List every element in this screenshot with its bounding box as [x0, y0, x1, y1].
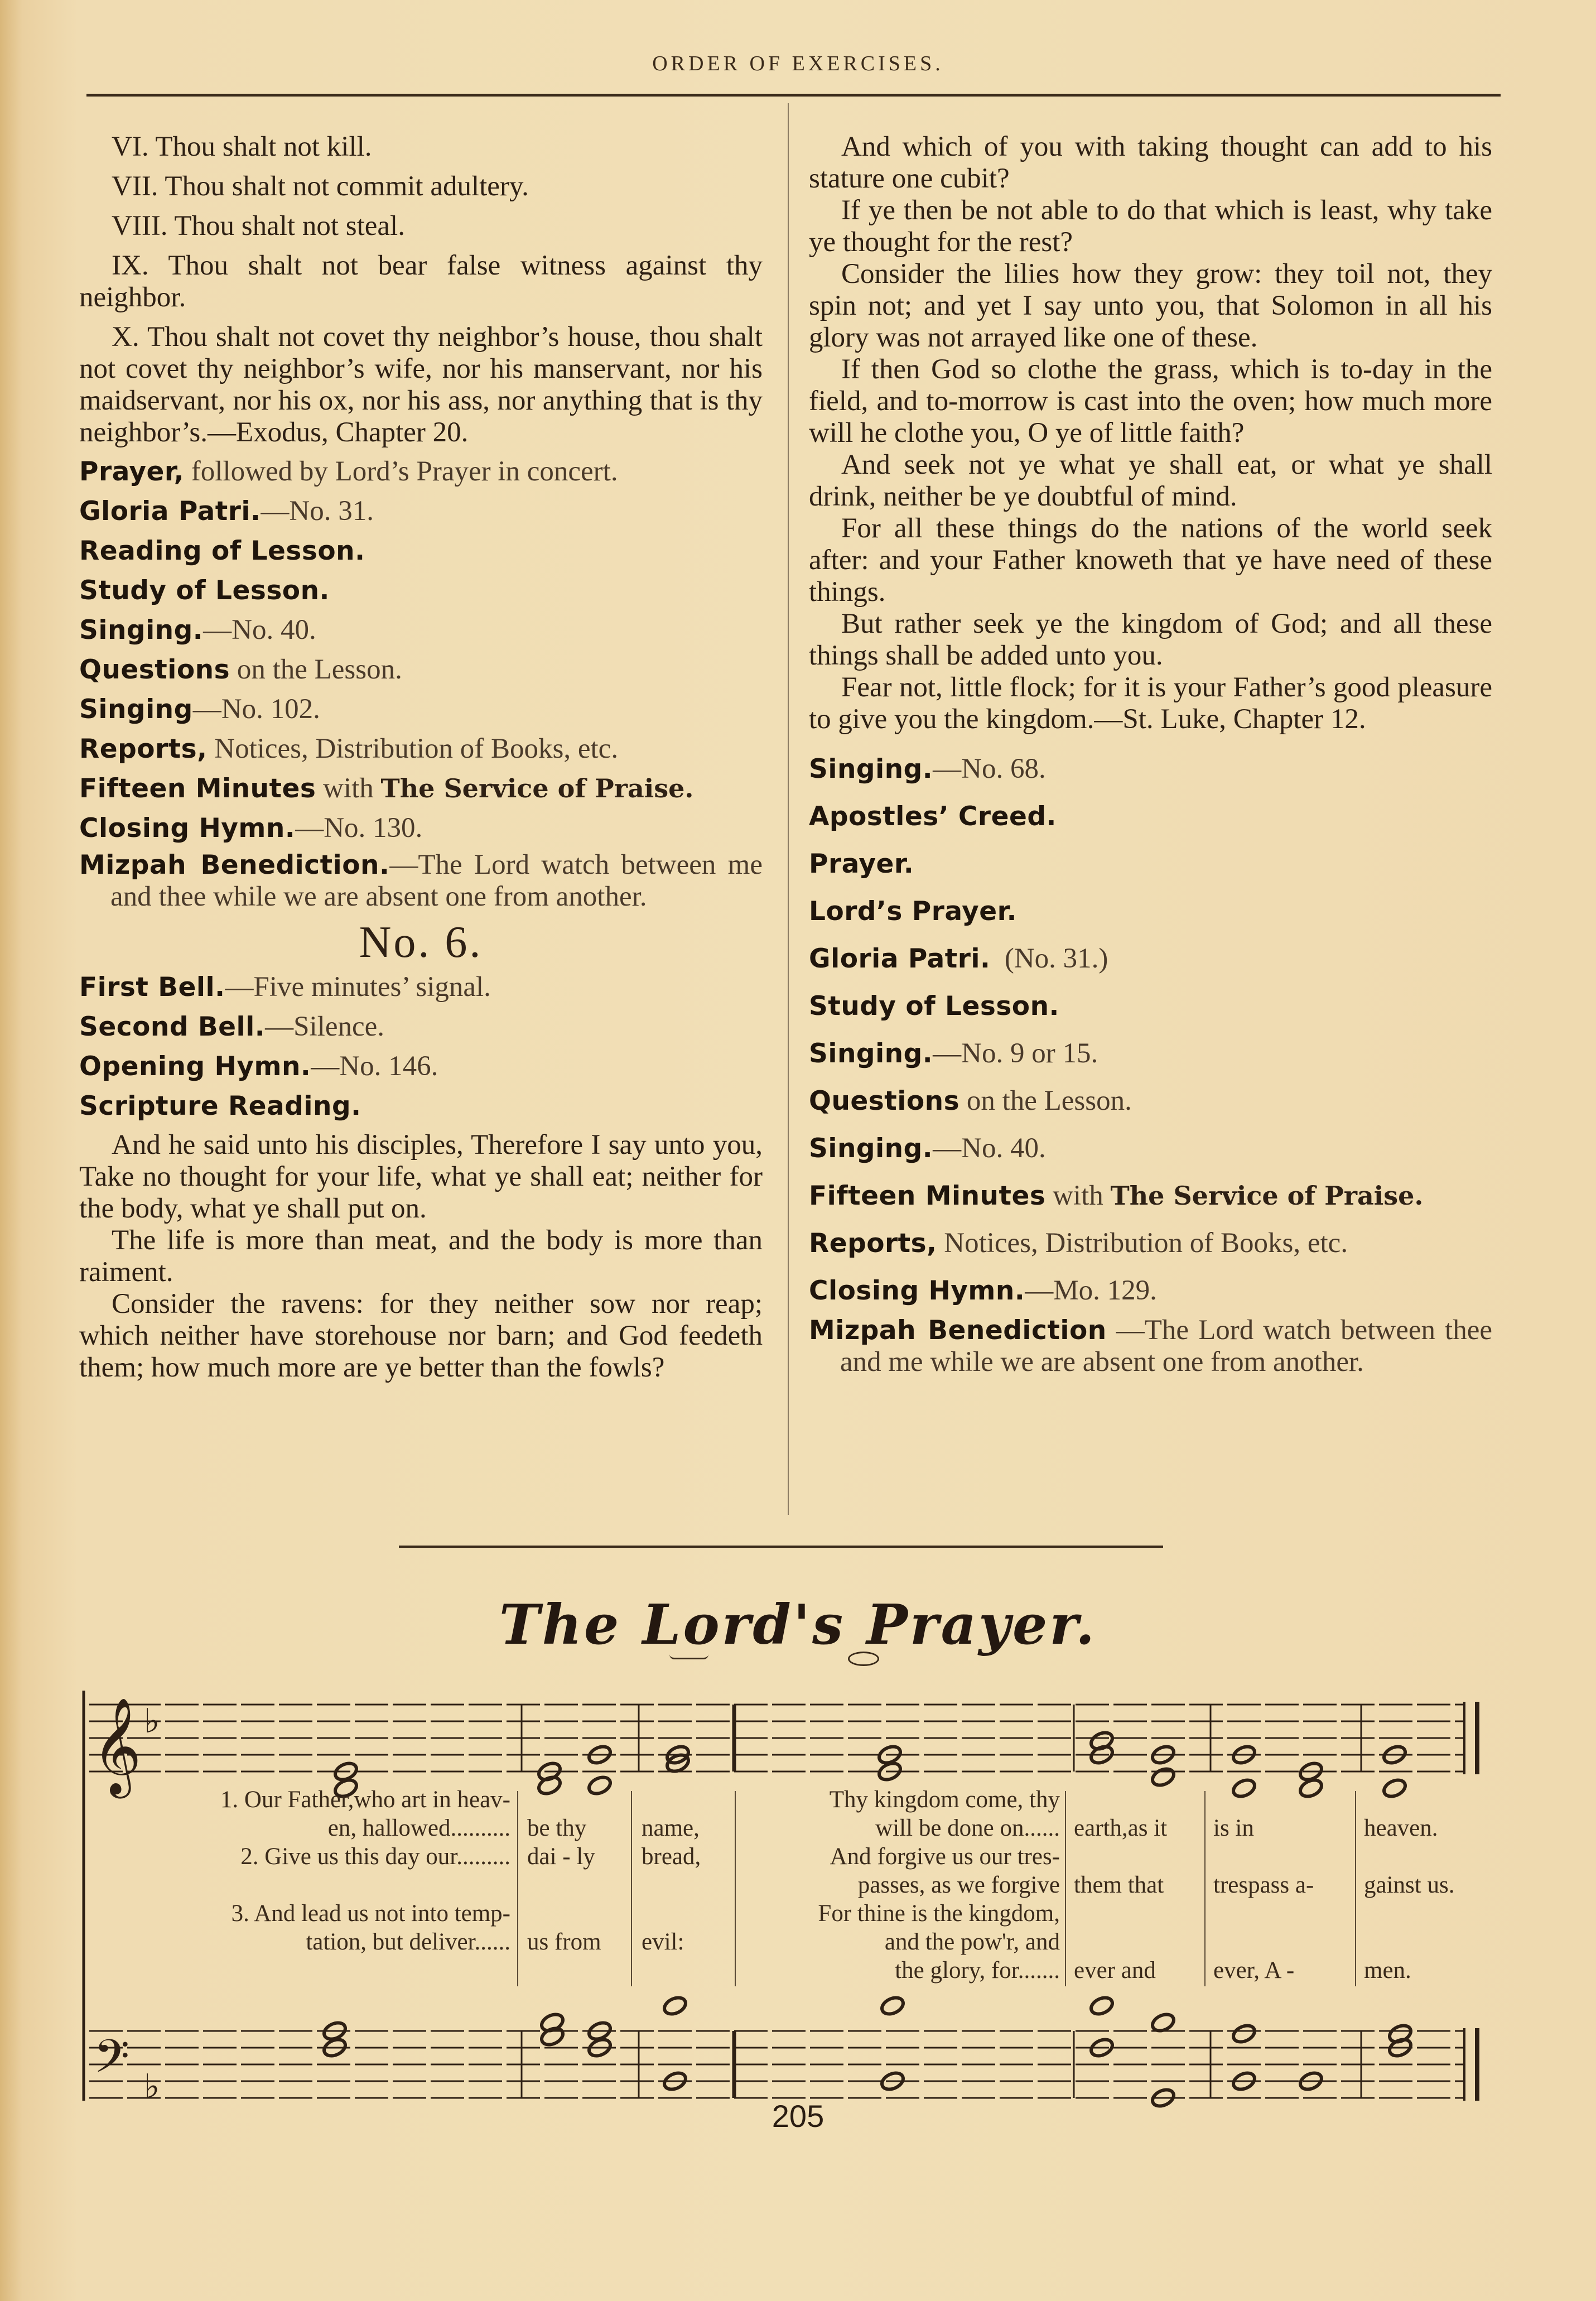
note-head [879, 1995, 905, 2017]
order-item-label: Second Bell. [79, 1012, 266, 1042]
lyric-line [642, 1785, 734, 1814]
order-item-label: Reports, [809, 1228, 937, 1259]
order-item-label: Singing. [809, 1133, 933, 1164]
order-item-label: Scripture Reading. [79, 1091, 361, 1121]
lyrics-col-6 [1213, 1785, 1353, 1985]
lyric-line: be thy [527, 1815, 587, 1841]
order-item-label: First Bell. [79, 972, 225, 1003]
page-number: 205 [772, 2098, 824, 2134]
lyric-line: them that [1074, 1872, 1164, 1898]
lyric-line [527, 1899, 628, 1928]
scripture-paragraph: Consider the lilies how they grow: they toil not, they spin not; and yet I say unto you, that Solomon in all his glory was not arrayed like one of these. [809, 258, 1492, 353]
scripture-paragraph: If then God so clothe the grass, which is to-day in the field, and to-morrow is cast into the oven; how much more will he clothe you, O ye of little faith? [809, 354, 1492, 449]
order-item-text: (No. 31.) [990, 943, 1108, 974]
lyric-line: earth,as it [1074, 1815, 1168, 1841]
lyric-line: For thine is the kingdom, [818, 1900, 1060, 1927]
scripture-paragraph: If ye then be not able to do that which is least, why take ye thought for the rest? [809, 195, 1492, 258]
treble-staff [89, 1705, 1464, 1772]
commandment-10: X. Thou shalt not covet thy neighbor’s house, thou shalt not covet thy neighbor’s wife, nor his manservant, nor his maidservant, nor his ox, nor his ass, nor anything that is thy neighbor’s.—Exodus, Chapter 20. [79, 321, 763, 448]
order-item-label: Gloria Patri. [809, 943, 991, 974]
order-item-text: —No. 40. [203, 614, 316, 646]
order-item-label: Fifteen Minutes [79, 773, 316, 804]
order-item-text: —No. 31. [261, 495, 374, 527]
order-item-label: Singing. [79, 615, 204, 646]
order-item-label: Reading of Lesson. [79, 536, 365, 566]
benediction-text: —The Lord watch between me and thee while we are absent one from another. [110, 849, 763, 912]
order-item-text: —No. 9 or 15. [933, 1038, 1098, 1069]
bass-staff [89, 2031, 1464, 2098]
book-title: The Service of Praise. [1110, 1181, 1424, 1211]
order-item-label: Singing [79, 694, 193, 725]
lyric-line [112, 1871, 510, 1899]
lyric-line [642, 1899, 734, 1928]
lyric-line [1213, 1842, 1353, 1871]
order-item-text: Notices, Distribution of Books, etc. [937, 1227, 1348, 1259]
scripture-paragraph: But rather seek ye the kingdom of God; and all these things shall be added unto you. [809, 608, 1492, 671]
lyric-line: 2. Give us this day our......... [240, 1843, 510, 1870]
lyric-line: ever and [1074, 1957, 1156, 1984]
lyric-line: 3. And lead us not into temp- [231, 1900, 510, 1927]
benediction-label: Mizpah Benediction. [79, 850, 390, 880]
lyrics-col-4 [739, 1785, 1060, 1985]
commandment-8: VIII. Thou shalt not steal. [112, 210, 405, 242]
lyric-line: 1. Our Father,who art in heav- [220, 1787, 510, 1813]
order-item-label: Study of Lesson. [79, 575, 330, 606]
lyrics-col-3 [642, 1785, 734, 1956]
lyric-line: tation, but deliver...... [306, 1929, 510, 1955]
order-item-text: on the Lesson. [230, 654, 402, 685]
benediction-label: Mizpah Benediction [809, 1315, 1107, 1346]
order-item-label: Questions [79, 654, 230, 685]
lyric-line: bread, [642, 1843, 701, 1870]
order-item-label: Apostles’ Creed. [809, 801, 1057, 832]
benediction-text: —The Lord watch between thee and me while we are absent one from another. [840, 1315, 1492, 1378]
lyric-line [1364, 1928, 1476, 1956]
order-item-text: —No. 130. [295, 812, 423, 844]
flat-sign-icon: ♭ [144, 1702, 160, 1741]
order-item-text: —Five minutes’ signal. [225, 971, 491, 1003]
order-item-label: Lord’s Prayer. [809, 896, 1017, 927]
section-heading: No. 6. [359, 918, 483, 967]
order-item-label: Singing. [809, 1038, 933, 1069]
lyric-line: And forgive us our tres- [830, 1843, 1060, 1870]
commandment-7: VII. Thou shalt not commit adultery. [112, 171, 529, 202]
order-item-label: Prayer. [809, 849, 914, 879]
lyric-line: Thy kingdom come, thy [829, 1787, 1060, 1813]
lyric-line [1364, 1785, 1476, 1814]
lyric-line [1074, 1899, 1202, 1928]
order-item-text: —No. 40. [933, 1133, 1046, 1164]
order-item-text: —No. 146. [311, 1051, 438, 1082]
order-item-label: Gloria Patri. [79, 496, 261, 527]
lyric-line: heaven. [1364, 1815, 1438, 1841]
lyrics-col-1 [112, 1785, 510, 1956]
order-item-text: —Silence. [265, 1011, 384, 1042]
book-title: The Service of Praise. [380, 773, 694, 803]
order-item-text: Notices, Distribution of Books, etc. [207, 733, 619, 764]
lyric-line [1074, 1842, 1202, 1871]
lyrics-col-2 [527, 1785, 628, 1956]
lyric-line [1213, 1899, 1353, 1928]
order-item-label: Closing Hymn. [809, 1275, 1025, 1306]
order-item-label: Prayer, [79, 456, 185, 487]
scripture-paragraph: And which of you with taking thought can add to his stature one cubit? [809, 131, 1492, 194]
scripture-paragraph: And seek not ye what ye shall eat, or what ye shall drink, neither be ye doubtful of mind. [809, 449, 1492, 512]
commandment-6: VI. Thou shalt not kill. [112, 131, 372, 162]
order-item-text: on the Lesson. [959, 1085, 1132, 1116]
order-item-text: —No. 102. [192, 694, 320, 725]
lyric-line: passes, as we forgive [857, 1872, 1060, 1898]
lyric-line: evil: [642, 1929, 684, 1955]
order-item-text: —No. 68. [933, 753, 1046, 784]
commandment-9: IX. Thou shalt not bear false witness against thy neighbor. [79, 250, 763, 313]
order-item-text: —Mo. 129. [1025, 1275, 1157, 1306]
lyric-line [642, 1871, 734, 1899]
lyric-line [1213, 1928, 1353, 1956]
lyric-line: trespass a- [1213, 1872, 1314, 1898]
treble-clef-icon: 𝄞 [92, 1697, 142, 1794]
bass-clef-icon: 𝄢 [94, 2029, 130, 2095]
music-title: The Lord's Prayer. [499, 1593, 1097, 1657]
lyric-line: ever, A - [1213, 1957, 1295, 1984]
order-item-text: with [1045, 1180, 1111, 1211]
order-item-text: followed by Lord’s Prayer in concert. [184, 456, 618, 487]
lyric-line: us from [527, 1929, 601, 1955]
lyric-line: the glory, for....... [895, 1957, 1060, 1984]
note-head [662, 1995, 688, 2017]
order-item-label: Study of Lesson. [809, 991, 1059, 1022]
order-item-label: Reports, [79, 734, 208, 764]
scripture-paragraph: Consider the ravens: for they neither sow nor reap; which neither have storehouse nor barn; and God feedeth them; how much more are ye better than the fowls? [79, 1288, 763, 1383]
scripture-paragraph: For all these things do the nations of the world seek after: and your Father knoweth that ye have need of these things. [809, 513, 1492, 608]
lyric-line: en, hallowed.......... [327, 1815, 510, 1841]
lyric-line: is in [1213, 1815, 1254, 1841]
order-item-label: Opening Hymn. [79, 1051, 311, 1082]
order-item-label: Questions [809, 1086, 960, 1116]
scripture-paragraph: The life is more than meat, and the body is more than raiment. [79, 1225, 763, 1288]
note-head [1088, 1995, 1115, 2017]
order-item-label: Singing. [809, 754, 933, 784]
flat-sign-icon: ♭ [144, 2067, 160, 2106]
lyric-line [527, 1871, 628, 1899]
lyric-line [527, 1785, 628, 1814]
lyric-line [1074, 1928, 1202, 1956]
lyric-line: and the pow'r, and [884, 1929, 1060, 1955]
lyric-line [1213, 1785, 1353, 1814]
lyrics-col-5 [1074, 1785, 1202, 1985]
lyric-line: gainst us. [1364, 1872, 1455, 1898]
lyric-line: name, [642, 1815, 700, 1841]
order-item-label: Fifteen Minutes [809, 1181, 1046, 1211]
lyric-line: will be done on...... [875, 1815, 1060, 1841]
lyric-line: men. [1364, 1957, 1411, 1984]
running-head: ORDER OF EXERCISES. [652, 52, 944, 75]
lyrics-col-7 [1364, 1785, 1476, 1985]
note-head [1231, 2023, 1257, 2045]
order-item-text: with [316, 773, 381, 804]
lyric-line: dai - ly [527, 1843, 595, 1870]
scripture-paragraph: And he said unto his disciples, Therefore I say unto you, Take no thought for your life, what ye shall eat; neither for the body, what ye shall put on. [79, 1129, 763, 1224]
lyric-line [1074, 1785, 1202, 1814]
scripture-paragraph: Fear not, little flock; for it is your Father’s good pleasure to give you the kingdom.—St. Luke, Chapter 12. [809, 672, 1492, 735]
order-item-label: Closing Hymn. [79, 813, 296, 844]
lyric-line [1364, 1899, 1476, 1928]
lyric-line [1364, 1842, 1476, 1871]
